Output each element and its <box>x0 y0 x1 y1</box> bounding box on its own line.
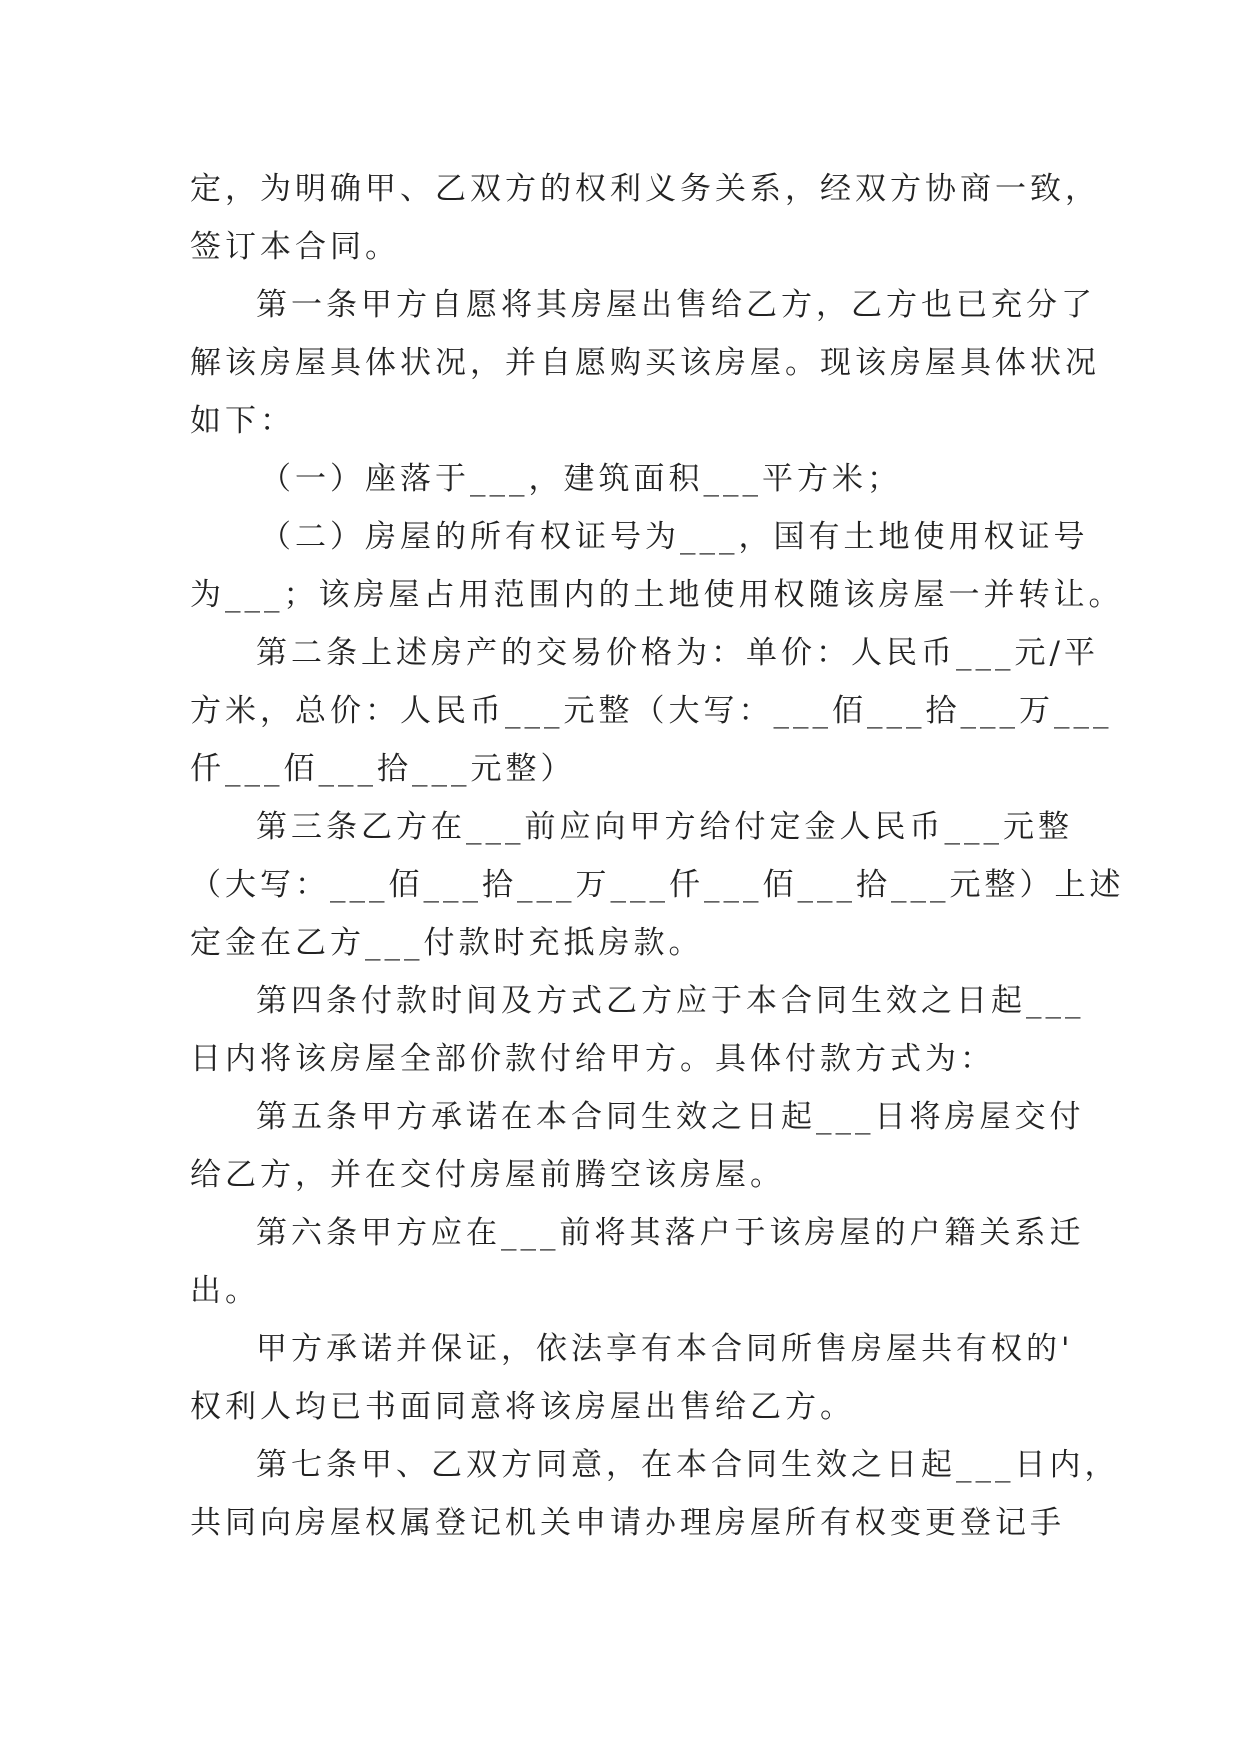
text-line: （大写：___佰___拾___万___仟___佰___拾___元整）上述 <box>190 867 1125 903</box>
article-4-line: 第四条付款时间及方式乙方应于本合同生效之日起___ <box>256 983 1085 1019</box>
article-3-line: 第三条乙方在___前应向甲方给付定金人民币___元整 <box>256 809 1073 845</box>
text-line: 共同向房屋权属登记机关申请办理房屋所有权变更登记手 <box>190 1505 1065 1541</box>
text-line: 解该房屋具体状况，并自愿购买该房屋。现该房屋具体状况 <box>190 345 1100 381</box>
item-1-line: （一）座落于___，建筑面积___平方米； <box>260 461 902 497</box>
guarantee-line: 甲方承诺并保证，依法享有本合同所售房屋共有权的' <box>256 1331 1074 1367</box>
text-line: 日内将该房屋全部价款付给甲方。具体付款方式为： <box>190 1041 995 1077</box>
article-5-line: 第五条甲方承诺在本合同生效之日起___日将房屋交付 <box>256 1099 1085 1135</box>
text-line: 为___；该房屋占用范围内的土地使用权随该房屋一并转让。 <box>190 577 1124 613</box>
text-line: 如下： <box>190 403 295 439</box>
article-1-line: 第一条甲方自愿将其房屋出售给乙方，乙方也已充分了 <box>256 287 1096 323</box>
text-line: 出。 <box>190 1273 260 1309</box>
contract-body <box>190 160 1125 1552</box>
text-line: 定金在乙方___付款时充抵房款。 <box>190 925 704 961</box>
text-line: 仟___佰___拾___元整） <box>190 751 576 787</box>
article-6-line: 第六条甲方应在___前将其落户于该房屋的户籍关系迁 <box>256 1215 1085 1251</box>
article-2-line: 第二条上述房产的交易价格为：单价：人民币___元/平 <box>256 635 1099 671</box>
text-line: 权利人均已书面同意将该房屋出售给乙方。 <box>190 1389 855 1425</box>
text-line: 定，为明确甲、乙双方的权利义务关系，经双方协商一致， <box>190 171 1100 207</box>
text-line: 签订本合同。 <box>190 229 400 265</box>
text-line: 给乙方，并在交付房屋前腾空该房屋。 <box>190 1157 785 1193</box>
item-2-line: （二）房屋的所有权证号为___，国有土地使用权证号 <box>260 519 1089 555</box>
article-7-line: 第七条甲、乙双方同意，在本合同生效之日起___日内， <box>256 1447 1120 1483</box>
text-line: 方米，总价：人民币___元整（大写：___佰___拾___万___ <box>190 693 1113 729</box>
